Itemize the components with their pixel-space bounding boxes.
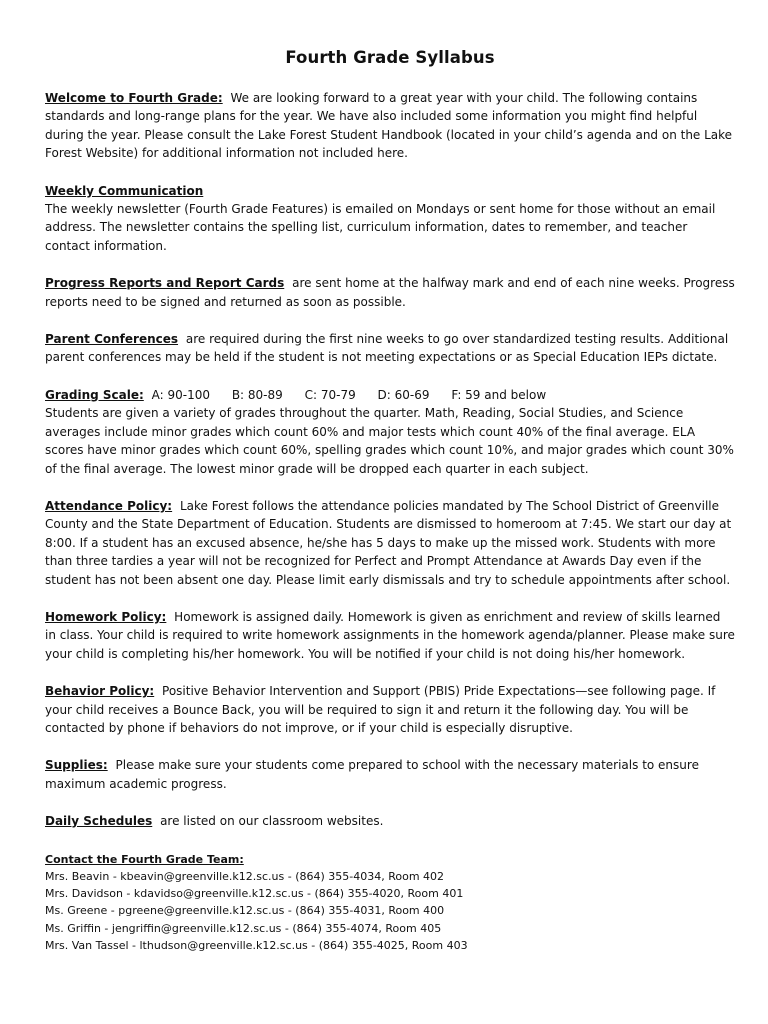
page-title: Fourth Grade Syllabus: [285, 48, 495, 67]
grading-section: [45, 386, 735, 478]
grading-scale-line: [45, 386, 735, 404]
contact-row: Mrs. Beavin - kbeavin@greenville.k12.sc.us - (864) 355-4034, Room 402: [45, 869, 445, 883]
contact-row: Ms. Griffin - jengriffin@greenville.k12.sc.us - (864) 355-4074, Room 405: [45, 921, 442, 935]
welcome-heading: Welcome to Fourth Grade:: [45, 91, 223, 105]
attendance-heading: Attendance Policy:: [45, 498, 173, 513]
communication-section: [45, 182, 735, 256]
communication-heading: Weekly Communication: [45, 183, 204, 198]
contact-heading: Contact the Fourth Grade Team:: [45, 852, 244, 866]
attendance-text: Lake Forest follows the attendance policies mandated by The School District of Greenville County and the State Department of Education. Students are dismissed to homeroom at 7:45. We start our day at 8:00. If a student has an excused absence, he/she has 5 days to make up the missed work. Students with more than three tardies a year will not be recognized for Perfect and Prompt Attendance at Awards Day even if the student has not been absent one day. Please limit early dismissals and try to schedule appointments after school.: [45, 498, 732, 587]
homework-section: [45, 608, 735, 663]
progress-section: [45, 274, 735, 311]
conferences-text: are required during the first nine weeks to go over standardized testing results. Additional parent conferences may be held if the student is not meeting expectations or as Special Education IEPs dictate.: [45, 332, 729, 365]
homework-text: Homework is assigned daily. Homework is given as enrichment and review of skills learned in class. Your child is required to write homework assignments in the homework agenda/planner. Please make sure your child is completing his/her homework. You will be notified if your child is not doing his/her homework.: [45, 609, 735, 661]
progress-heading: Progress Reports and Report Cards: [45, 276, 285, 291]
communication-text: The weekly newsletter (Fourth Grade Features) is emailed on Mondays or sent home for those without an email address. The newsletter contains the spelling list, curriculum information, dates to remember, and teacher contact information.: [45, 202, 716, 253]
grading-heading: Grading Scale:: [45, 387, 144, 402]
contact-row: Ms. Greene - pgreene@greenville.k12.sc.us - (864) 355-4031, Room 400: [45, 904, 445, 918]
grade-d: D: 60-69: [377, 387, 430, 402]
schedules-section: [45, 812, 735, 830]
grading-text: Students are given a variety of grades throughout the quarter. Math, Reading, Social Studies, and Science averages include minor grades which count 60% and major tests which count 40% of the final average. ELA scores have minor grades which count 60%, spelling grades which count 10%, and major grades which count 30% of the final average. The lowest minor grade will be dropped each quarter in each subject.: [45, 406, 734, 476]
schedules-text: are listed on our classroom websites.: [160, 814, 384, 829]
contact-section: [45, 851, 735, 955]
behavior-text: Positive Behavior Intervention and Support (PBIS) Pride Expectations—see following page. If your child receives a Bounce Back, you will be required to sign it and return it the following day. You will be contacted by phone if behaviors do not improve, or if your child is especially disruptive.: [45, 684, 716, 735]
progress-text: are sent home at the halfway mark and end of each nine weeks. Progress reports need to be signed and returned as soon as possible.: [45, 276, 735, 309]
supplies-section: [45, 756, 735, 793]
grade-a: A: 90-100: [151, 387, 210, 402]
schedules-heading: Daily Schedules: [45, 814, 153, 829]
contact-row: Mrs. Davidson - kdavidso@greenville.k12.sc.us - (864) 355-4020, Room 401: [45, 887, 464, 901]
behavior-heading: Behavior Policy:: [45, 684, 155, 699]
supplies-text: Please make sure your students come prepared to school with the necessary materials to ensure maximum academic progress.: [45, 758, 699, 791]
welcome-text: We are looking forward to a great year with your child. The following contains standards and long-range plans for the year. We have also included some information you might find helpful during the year. Please consult the Lake Forest Student Handbook (located in your child’s agenda and on the Lake Forest Website) for additional information not included here.: [45, 91, 733, 161]
welcome-section: [45, 89, 735, 163]
contact-row: Mrs. Van Tassel - lthudson@greenville.k12.sc.us - (864) 355-4025, Room 403: [45, 939, 468, 953]
conferences-section: [45, 330, 735, 367]
grade-f: F: 59 and below: [451, 387, 547, 402]
grade-c: C: 70-79: [304, 387, 356, 402]
grade-b: B: 80-89: [231, 387, 283, 402]
homework-heading: Homework Policy:: [45, 609, 167, 624]
conferences-heading: Parent Conferences: [45, 332, 179, 347]
syllabus-page: [45, 48, 735, 954]
attendance-section: [45, 497, 735, 589]
behavior-section: [45, 682, 735, 737]
supplies-heading: Supplies:: [45, 758, 108, 773]
